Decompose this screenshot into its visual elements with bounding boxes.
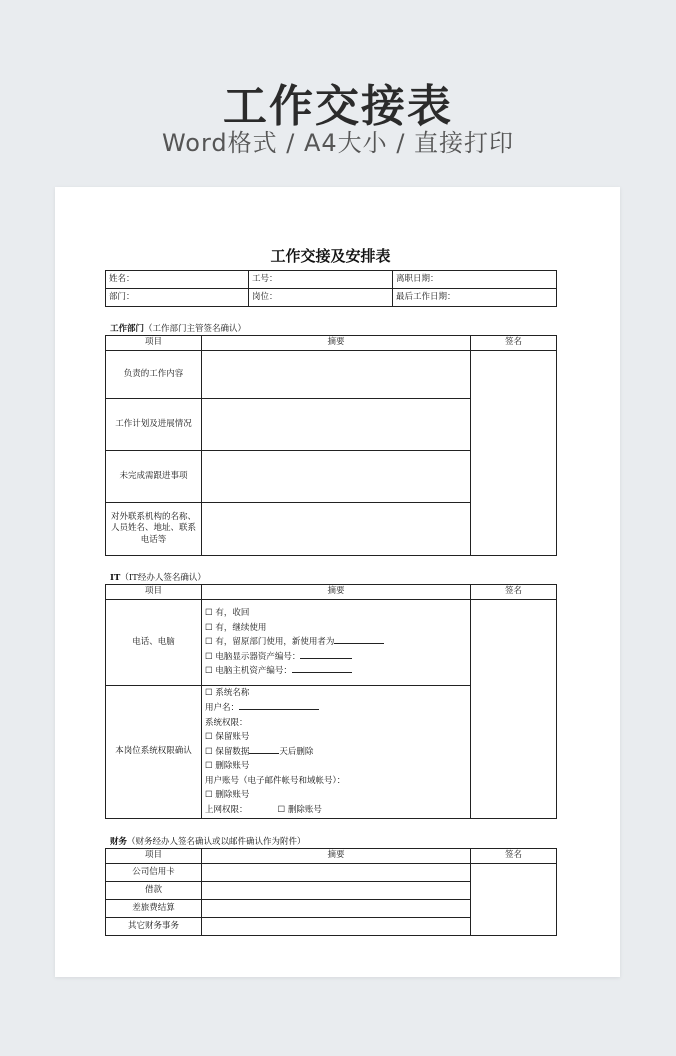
work-dept-table [105,335,557,556]
it-table [105,584,557,819]
employee-info-table [105,270,557,307]
option-line: 用户账号（电子邮件帐号和域帐号）： [205,775,346,786]
summary-cell [202,451,471,503]
document-paper [55,187,620,977]
table-row-label: 其它财务事务 [106,918,202,936]
col-header-summary: 摘要 [202,585,471,600]
table-row-label: 差旅费结算 [106,900,202,918]
table-row-label: 未完成需跟进事项 [106,451,202,503]
summary-cell [202,900,471,918]
option-line: ☐ 保留账号 [205,732,250,743]
table-row-label: 电话、电脑 [106,600,202,686]
page-headline: 工作交接表 [223,81,453,132]
col-header-summary: 摘要 [202,336,471,351]
option-line: ☐ 有，收回 [205,608,250,619]
col-header-item: 项目 [106,336,202,351]
option-line: 系统权限： [205,717,248,728]
col-header-signature: 签名 [471,585,557,600]
department-field: 部门： [106,289,249,307]
finance-section-title: 财务（财务经办人签名确认或以邮件确认作为附件） [110,837,306,847]
leave-date-field: 离职日期： [393,271,557,289]
signature-cell [471,600,557,819]
summary-cell [202,503,471,556]
table-row-label: 工作计划及进展情况 [106,399,202,451]
work-dept-section-title: 工作部门（工作部门主管签名确认） [110,324,247,334]
option-line: ☐ 有，留原部门使用，新使用者为 [205,635,467,650]
signature-cell [471,864,557,936]
col-header-summary: 摘要 [202,849,471,864]
option-line: 上网权限： ☐ 删除账号 [205,805,322,816]
summary-cell [202,351,471,399]
page-subtitle: Word格式 / A4大小 / 直接打印 [161,129,515,157]
phone-computer-options [202,600,471,686]
document-title: 工作交接及安排表 [270,247,391,265]
summary-cell [202,882,471,900]
finance-table [105,848,557,936]
option-line: ☐ 电脑主机资产编号： [205,664,467,679]
option-line: ☐ 系统名称 [205,688,250,699]
table-row-label: 本岗位系统权限确认 [106,686,202,819]
option-line: ☐ 删除账号 [205,790,250,801]
table-row-label: 借款 [106,882,202,900]
table-row-label: 负责的工作内容 [106,351,202,399]
col-header-signature: 签名 [471,849,557,864]
option-line: ☐ 删除账号 [205,761,250,772]
employee-id-field: 工号： [249,271,393,289]
signature-cell [471,351,557,556]
name-field: 姓名： [106,271,249,289]
col-header-item: 项目 [106,585,202,600]
option-line: ☐ 电脑显示器资产编号： [205,650,467,665]
col-header-item: 项目 [106,849,202,864]
last-work-date-field: 最后工作日期： [393,289,557,307]
summary-cell [202,399,471,451]
table-row-label: 对外联系机构的名称、人员姓名、地址、联系电话等 [106,503,202,556]
it-section-title: IT（IT经办人签名确认） [110,573,206,583]
summary-cell [202,864,471,882]
option-line: ☐ 保留数据 天后删除 [205,746,314,757]
option-line: ☐ 有，继续使用 [205,622,267,633]
col-header-signature: 签名 [471,336,557,351]
system-permission-options [202,686,471,819]
option-line: 用户名： [205,701,467,716]
position-field: 岗位： [249,289,393,307]
table-row-label: 公司信用卡 [106,864,202,882]
summary-cell [202,918,471,936]
